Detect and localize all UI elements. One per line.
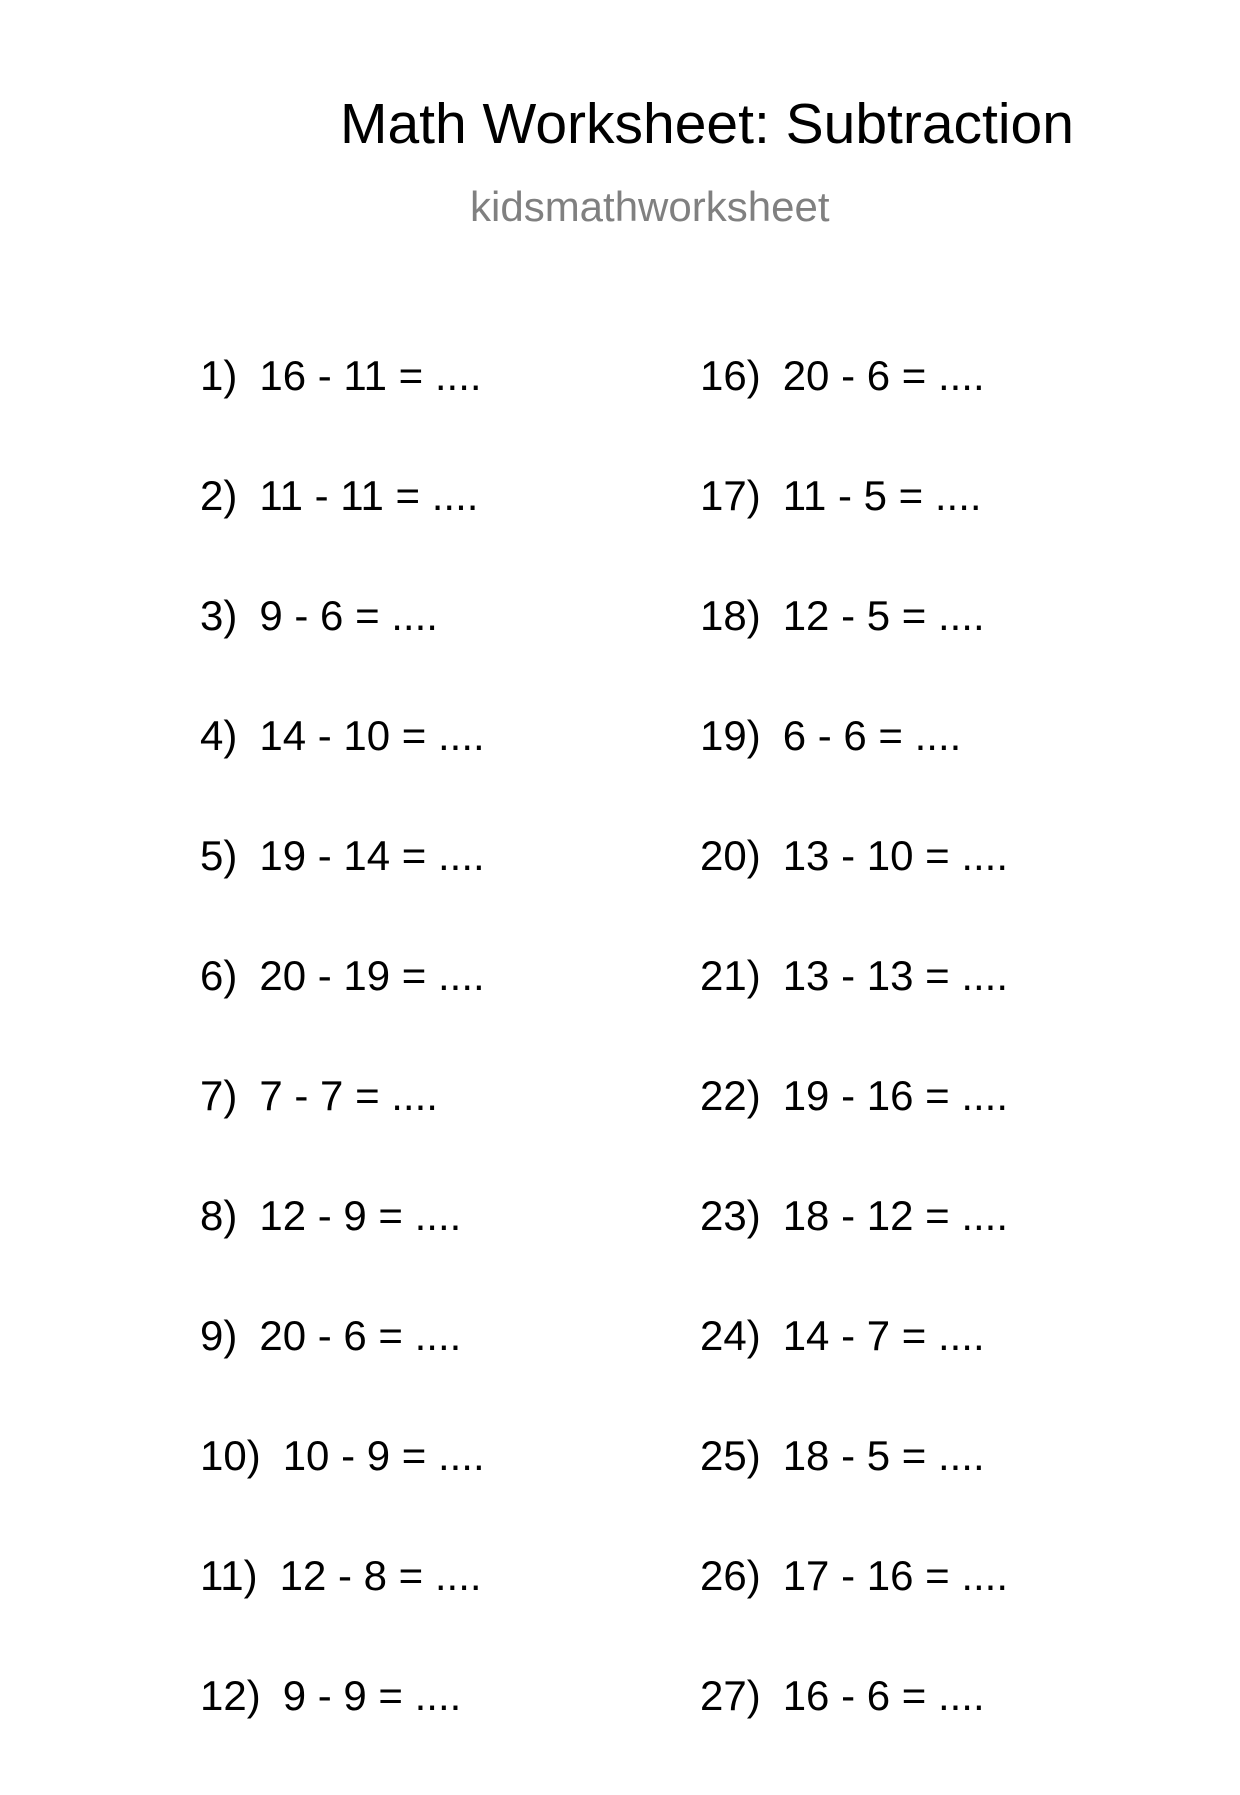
problem-item — [700, 1432, 1008, 1555]
problem-expression: 17 - 16 = .... — [782, 1552, 1009, 1599]
problem-number: 1) — [200, 352, 238, 399]
problem-number: 23) — [700, 1192, 761, 1239]
problem-number: 4) — [200, 712, 238, 759]
problem-expression: 16 - 11 = .... — [259, 352, 482, 399]
problem-number: 16) — [700, 352, 761, 399]
problem-number: 22) — [700, 1072, 761, 1119]
problem-item — [700, 352, 1008, 475]
problem-expression: 18 - 12 = .... — [782, 1192, 1009, 1239]
problem-item — [200, 1072, 485, 1195]
problem-expression: 13 - 13 = .... — [782, 952, 1009, 999]
problem-number: 24) — [700, 1312, 761, 1359]
problem-item — [700, 952, 1009, 1075]
problem-item — [200, 1312, 485, 1435]
problem-expression: 12 - 9 = .... — [259, 1192, 462, 1239]
problem-expression: 20 - 6 = .... — [782, 352, 985, 399]
problem-expression: 9 - 9 = .... — [282, 1672, 462, 1719]
problem-item — [700, 1192, 1009, 1315]
problem-number: 11) — [200, 1552, 258, 1599]
problem-number: 7) — [200, 1072, 238, 1119]
problem-number: 25) — [700, 1432, 761, 1479]
problem-item — [700, 832, 1009, 955]
problem-item — [200, 1552, 485, 1675]
problem-number: 3) — [200, 592, 238, 639]
problem-expression: 18 - 5 = .... — [782, 1432, 985, 1479]
problem-item — [200, 832, 485, 955]
problem-expression: 19 - 16 = .... — [782, 1072, 1009, 1119]
problem-expression: 12 - 5 = .... — [782, 592, 985, 639]
problem-item — [700, 1072, 1009, 1195]
problem-expression: 10 - 9 = .... — [282, 1432, 485, 1479]
problem-expression: 14 - 10 = .... — [259, 712, 485, 759]
problem-item — [700, 1312, 1008, 1435]
problem-expression: 12 - 8 = .... — [279, 1552, 482, 1599]
problem-number: 12) — [200, 1672, 261, 1719]
problem-number: 10) — [200, 1432, 261, 1479]
problem-item — [200, 1672, 485, 1795]
problem-list-left — [200, 352, 485, 1795]
problem-number: 8) — [200, 1192, 238, 1239]
problem-expression: 16 - 6 = .... — [782, 1672, 985, 1719]
worksheet-subtitle: kidsmathworksheet — [470, 183, 830, 230]
problem-number: 21) — [700, 952, 761, 999]
problem-number: 9) — [200, 1312, 238, 1359]
problem-number: 18) — [700, 592, 761, 639]
problem-item — [700, 592, 1008, 715]
problem-number: 6) — [200, 952, 238, 999]
worksheet-title: Math Worksheet: Subtraction — [340, 92, 1074, 156]
problem-expression: 6 - 6 = .... — [782, 712, 962, 759]
problem-list-right — [700, 352, 1009, 1795]
problem-expression: 11 - 11 = .... — [259, 472, 479, 519]
problem-number: 19) — [700, 712, 761, 759]
problem-item — [700, 472, 1008, 595]
problem-item — [700, 712, 1008, 835]
problem-expression: 20 - 19 = .... — [259, 952, 485, 999]
problem-number: 17) — [700, 472, 761, 519]
problem-item — [700, 1672, 1008, 1795]
problem-number: 5) — [200, 832, 238, 879]
problem-item — [200, 1192, 485, 1315]
problem-item — [200, 712, 485, 835]
problem-item — [200, 472, 485, 595]
problem-number: 2) — [200, 472, 238, 519]
problem-expression: 14 - 7 = .... — [782, 1312, 985, 1359]
problem-expression: 11 - 5 = .... — [782, 472, 982, 519]
problem-item — [200, 952, 485, 1075]
problem-expression: 20 - 6 = .... — [259, 1312, 462, 1359]
problem-number: 20) — [700, 832, 761, 879]
problem-item — [200, 592, 485, 715]
problem-item — [200, 352, 485, 475]
problem-item — [200, 1432, 485, 1555]
problem-expression: 19 - 14 = .... — [259, 832, 485, 879]
problem-number: 27) — [700, 1672, 761, 1719]
problem-expression: 13 - 10 = .... — [782, 832, 1009, 879]
problem-item — [700, 1552, 1009, 1675]
problem-expression: 7 - 7 = .... — [259, 1072, 438, 1119]
problem-number: 26) — [700, 1552, 761, 1599]
problem-expression: 9 - 6 = .... — [259, 592, 438, 639]
